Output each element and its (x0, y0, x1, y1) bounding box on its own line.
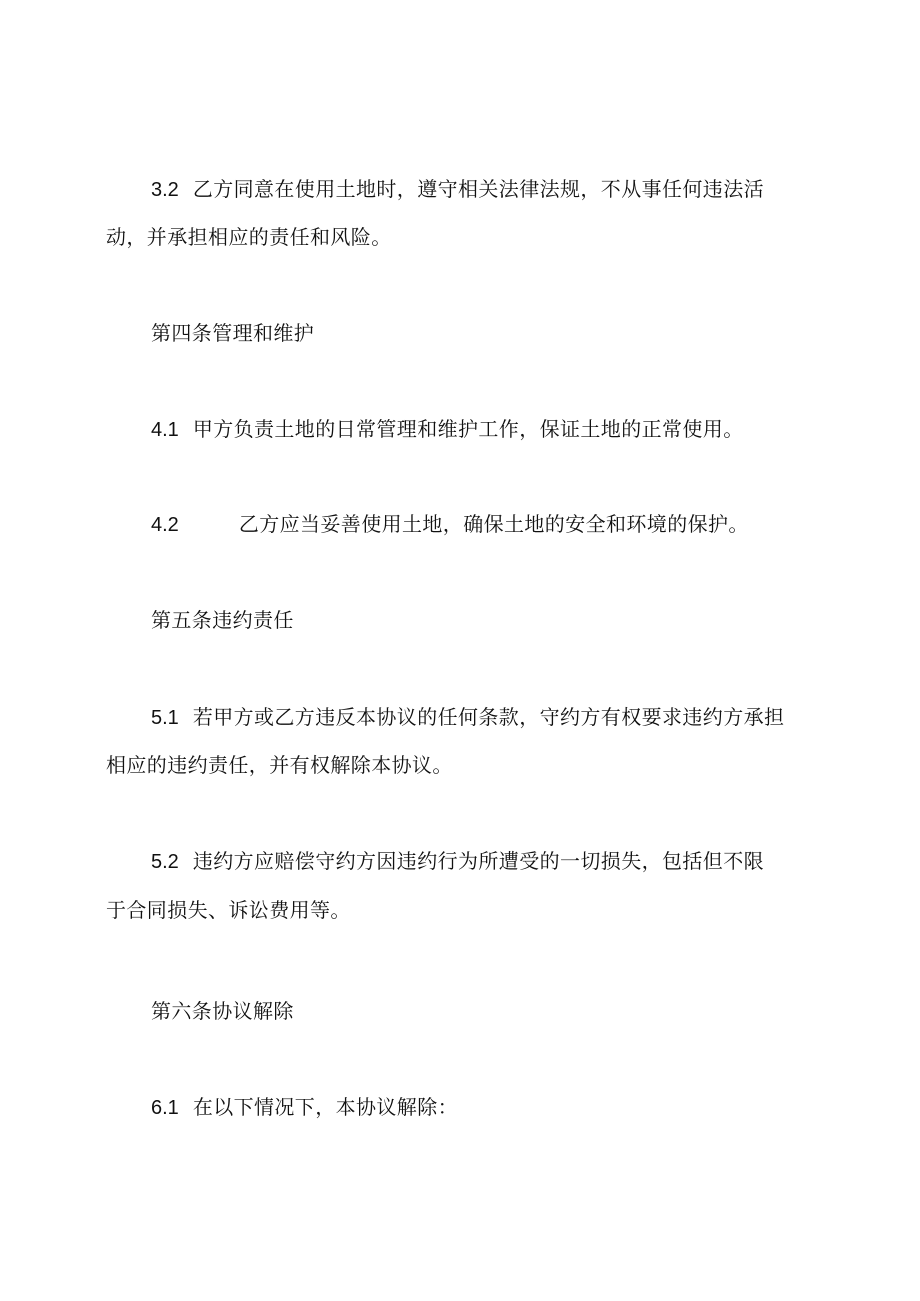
article-5-heading: 第五条违约责任 (151, 608, 294, 632)
clause-number: 6.1 (151, 1097, 179, 1119)
article-4-heading: 第四条管理和维护 (151, 321, 315, 345)
clause-number: 5.1 (151, 707, 179, 729)
clause-3-2-line-2: 动，并承担相应的责任和风险。 (106, 225, 392, 249)
clause-number: 3.2 (151, 179, 179, 201)
clause-text: 乙方应当妥善使用土地，确保土地的安全和环境的保护。 (238, 512, 749, 536)
clause-text: 若甲方或乙方违反本协议的任何条款，守约方有权要求违约方承担 (192, 705, 785, 729)
clause-number: 4.1 (151, 419, 179, 441)
clause-text: 乙方同意在使用土地时，遵守相关法律法规，不从事任何违法活 (192, 177, 765, 201)
clause-4-1 (151, 415, 744, 444)
clause-4-2 (151, 510, 749, 539)
clause-text: 违约方应赔偿守约方因违约行为所遭受的一切损失，包括但不限 (192, 849, 765, 873)
clause-number: 4.2 (151, 514, 179, 536)
clause-number: 5.2 (151, 851, 179, 873)
clause-5-2-line-1 (151, 847, 764, 876)
clause-3-2-line-1 (151, 175, 764, 204)
clause-text: 在以下情况下，本协议解除： (192, 1095, 459, 1119)
clause-text: 甲方负责土地的日常管理和维护工作，保证土地的正常使用。 (192, 417, 744, 441)
clause-5-1-line-1 (151, 703, 784, 732)
article-6-heading: 第六条协议解除 (151, 999, 294, 1023)
clause-5-2-line-2: 于合同损失、诉讼费用等。 (106, 898, 351, 922)
clause-5-1-line-2: 相应的违约责任，并有权解除本协议。 (106, 753, 453, 777)
clause-6-1 (151, 1093, 458, 1122)
